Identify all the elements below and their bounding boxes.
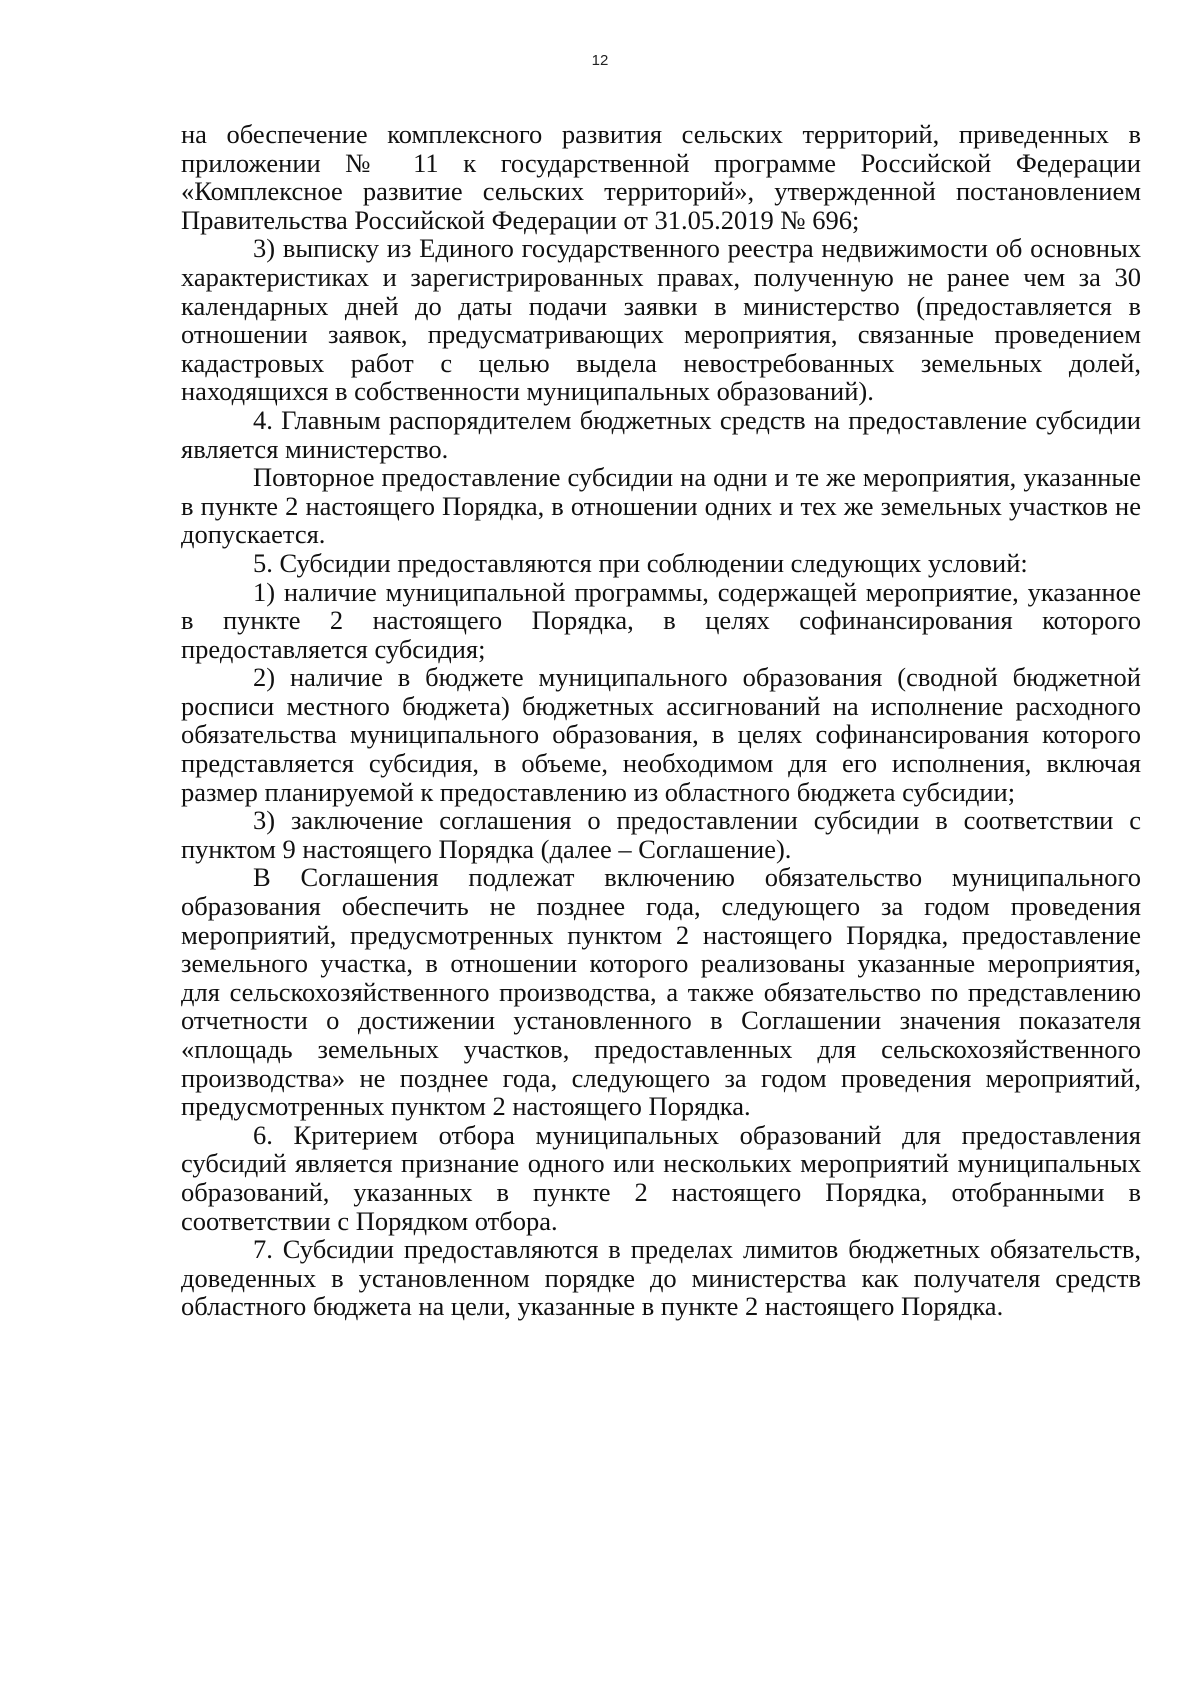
document-body: [181, 120, 1141, 1321]
paragraph-8: 3) заключение соглашения о предоставлении субсидии в соответствии с пунктом 9 настоящего Порядка (далее – Соглашение).: [181, 805, 1141, 864]
paragraph-1: на обеспечение комплексного развития сельских территорий, приведенных в приложении № 11 к государственной программе Российской Федерации «Комплексное развитие сельских территорий», утвержденной постановлением Правительства Российской Федерации от 31.05.2019 № 696;: [181, 119, 1141, 235]
paragraph-7: 2) наличие в бюджете муниципального образования (сводной бюджетной росписи местного бюджета) бюджетных ассигнований на исполнение расходного обязательства муниципального образования, в целях софинансирования которого представляется субсидия, в объеме, необходимом для его исполнения, включая размер планируемой к предоставлению из областного бюджета субсидии;: [181, 662, 1141, 807]
paragraph-10: 6. Критерием отбора муниципальных образований для предоставления субсидий является признание одного или нескольких мероприятий муниципальных образований, указанных в пункте 2 настоящего Порядка, отобранными в соответствии с Порядком отбора.: [181, 1119, 1141, 1236]
paragraph-11: 7. Субсидии предоставляются в пределах лимитов бюджетных обязательств, доведенных в установленном порядке до министерства как получателя средств областного бюджета на цели, указанные в пункте 2 настоящего Порядка.: [181, 1234, 1141, 1322]
paragraph-6: 1) наличие муниципальной программы, содержащей мероприятие, указанное в пункте 2 настоящего Порядка, в целях софинансирования которого предоставляется субсидия;: [181, 576, 1141, 664]
paragraph-2: 3) выписку из Единого государственного реестра недвижимости об основных характеристиках и зарегистрированных правах, полученную не ранее чем за 30 календарных дней до даты подачи заявки в министерство (предоставляется в отношении заявок, предусматривающих мероприятия, связанные проведением кадастровых работ с целью выдела невостребованных земельных долей, находящихся в собственности муниципальных образований).: [181, 233, 1141, 407]
page-number: 12: [591, 52, 609, 69]
paragraph-5: 5. Субсидии предоставляются при соблюдении следующих условий:: [253, 547, 1028, 578]
paragraph-3: 4. Главным распорядителем бюджетных средств на предоставление субсидии является министерство.: [181, 404, 1141, 464]
paragraph-4: Повторное предоставление субсидии на одни и те же мероприятия, указанные в пункте 2 настоящего Порядка, в отношении одних и тех же земельных участков не допускается.: [181, 462, 1141, 550]
paragraph-9: В Соглашения подлежат включению обязательство муниципального образования обеспечить не позднее года, следующего за годом проведения мероприятий, предусмотренных пунктом 2 настоящего Порядка, предоставление земельного участка, в отношении которого реализованы указанные мероприятия, для сельскохозяйственного производства, а также обязательство по представлению отчетности о достижении установленного в Соглашении значения показателя «площадь земельных участков, предоставленных для сельскохозяйственного производства» не позднее года, следующего за годом проведения мероприятий, предусмотренных пунктом 2 настоящего Порядка.: [181, 862, 1141, 1122]
